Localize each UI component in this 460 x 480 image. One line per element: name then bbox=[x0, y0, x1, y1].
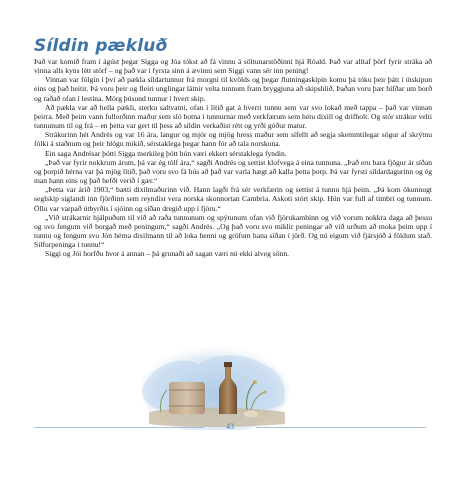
watercolor-illustration bbox=[139, 342, 291, 430]
page-number: 43 bbox=[226, 422, 234, 431]
chapter-title: Síldin pækluð bbox=[34, 36, 168, 56]
paragraph: „Þetta var árið 1903,“ bætti dixilmaðurinn við. Hann lagði frá sér verkfærin og settist á tunnu hjá þeim. „Þá kom ókunnugt seglskip siglandi inn fjörðinn sem reyndist vera norska skonnortan Cambria. Askoti stórt skip. Hún var full af timbri og tunnum. Öllu var varpað útbyrðis í sjóinn og síðan dregið upp í fjöru.“ bbox=[34, 185, 432, 213]
paragraph: Að pækla var að hella pækli, sterku saltvatni, ofan í lítið gat á hverri tunnu sem var svo lokað með tappa – það var vinnan þeirra. Með þeim vann fullorðinn maður sem sló botna í tunnurnar með verkfærum sem hétu dixill og drifholt. Og stór strákur velti tunnunum til og frá – en þetta var gert til þess að síldin verkaðist rétt og yrði góður matur. bbox=[34, 102, 432, 131]
paragraph: Siggi og Jói horfðu hvor á annan – þá grunaði að sagan væri nú ekki alveg sönn. bbox=[45, 249, 290, 259]
paragraph: Það var komið fram í ágúst þegar Sigga og Jóa tókst að fá vinnu á söltunarstöðinni hjá Róald. Það var alltaf þörf fyrir stráka að vinna alls kyns létt störf – og það var í fyrsta sinn á ævinni sem Siggi vann sér inn pening! bbox=[34, 57, 432, 76]
footer-rule-left bbox=[34, 427, 204, 428]
paragraph: „Við strákarnir hjálpuðum til við að raða tunnunum og spýtunum ofan við fjörukambinn og við vorum nokkra daga að þessu og svo fengum við borgað með peningum,“ sagði Andrés. „Og það voru svo miklir peningar að við urðum að moka þeim upp í tunnu og fengum svo Jón hérna dixilmann til að loka henni og gröfum hana síðan í jörð. Og nú eigum við fjársjóð á földum stað. Silfurpeninga í tunnu!“ bbox=[34, 212, 432, 250]
paragraph: Ein saga Andrésar þótti Sigga merkileg þótt hún væri ekkert sérstaklega fyndin. bbox=[45, 148, 287, 158]
paragraph: „Það var fyrir nokkrum árum, þá var ég tólf ára,“ sagði Andrés og settist klofvega á eina tunnuna. „Það eru bara fjögur ár síðan og þorpið hérna var þá mjög lítið, það voru svo fá hús að það var varla hægt að kalla þetta þorp. Þá var fyrsti síldardagurinn og ég man hann eins og það hefði verið í gær.“ bbox=[34, 157, 432, 186]
chapter-body bbox=[34, 57, 432, 258]
paragraph: Strákurinn hét Andrés og var 16 ára, langur og mjór og mjög hress maður sem sífellt að segja skemmtilegar sögur af skrýtnu fólki á staðnum og þeir hlógu mikið, sérstaklega þegar hann fór að tala norskuna. bbox=[34, 130, 432, 149]
paragraph: Vinnan var fólgin í því að pækla síldartunnur frá morgni til kvölds og þegar flutningaskipin komu þá tóku þeir þátt í útskipun eins og það heitir. Þá voru þeir og fleiri unglingar látnir velta tunnum fram bryggjuna að skipshlið. Þaðan voru þær hífðar um borð og raðað ofan í lestina. Mörg þúsund tunnur í hvert skip. bbox=[34, 75, 432, 103]
footer-rule-right bbox=[256, 427, 426, 428]
